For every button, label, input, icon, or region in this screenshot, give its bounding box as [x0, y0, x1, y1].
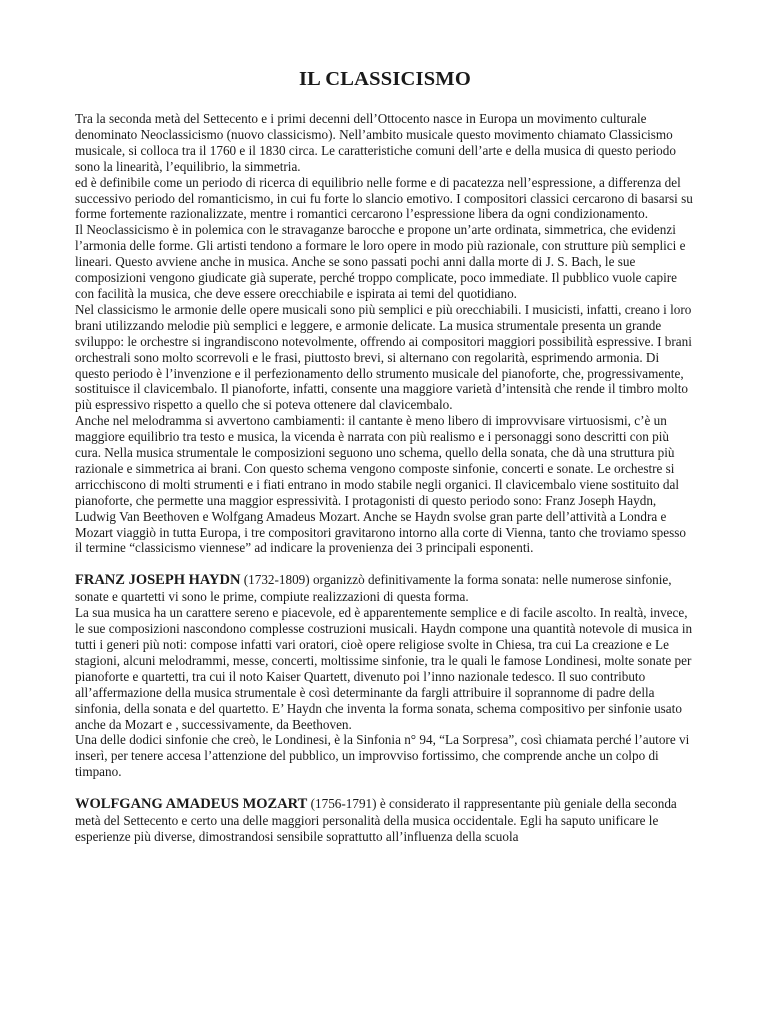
intro-paragraph-3: Il Neoclassicismo è in polemica con le stravaganze barocche e propone un’arte ordinata, simmetrica, che evidenzi l’armonia delle forme. Gli artisti tendono a formare le loro opere in modo più razionale, con strutture più semplici e lineari. Questo avviene anche in musica. Anche se sono passati pochi anni dalla morte di J. S. Bach, le sue composizioni vengono giudicate già superate, perché troppo complicate, poco immediate. Il pubblico vuole capire con facilità la musica, che deve essere orecchiabile e ispirata ai temi del quotidiano. — [75, 222, 686, 301]
haydn-paragraph-1: La sua musica ha un carattere sereno e piacevole, ed è apparentemente semplice e di facile ascolto. In realtà, invece, le sue composizioni nascondono complesse costruzioni musicali. Haydn compone una quantità notevole di musica in tutti i generi più noti: compose infatti vari oratori, cioè opere religiose svolte in Chiesa, tra cui La creazione e Le stagioni, alcuni melodrammi, messe, concerti, moltissime sinfonie, tra le quali le famose Londinesi, molte sonate per pianoforte e quartetti, tra cui il noto Kaiser Quartett, divenuto poi l’inno nazionale tedesco. Il suo contributo all’affermazione della musica strumentale è così determinante da fargli attribuire il soprannome di padre della sinfonia, della sonata e del quartetto. E’ Haydn che inventa la forma sonata, schema compositivo per sinfonie usato anche da Mozart e , successivamente, da Beethoven. — [75, 605, 693, 732]
mozart-lead-text: (1756-1791) è considerato il rappresentante più geniale della seconda metà del Settecento e certo una delle maggiori personalità della musica occidentale. Egli ha saputo unificare le esperienze più diverse, dimostrandosi sensibile soprattutto all’influenza della scuola — [75, 796, 677, 844]
haydn-section — [75, 572, 695, 780]
haydn-lead-text: (1732-1809) organizzò definitivamente la forma sonata: nelle numerose sinfonie, sonate e quartetti vi sono le prime, compiute realizzazioni di questa forma. — [75, 572, 672, 605]
mozart-name: WOLFGANG AMADEUS MOZART — [75, 796, 308, 813]
haydn-name: FRANZ JOSEPH HAYDN — [75, 572, 241, 589]
haydn-lead-paragraph — [75, 572, 695, 605]
intro-section — [75, 111, 695, 556]
mozart-section — [75, 796, 695, 845]
page-title: IL CLASSICISMO — [299, 68, 471, 90]
document-body — [75, 64, 695, 845]
intro-paragraph-5: Anche nel melodramma si avvertono cambiamenti: il cantante è meno libero di improvvisare virtuosismi, c’è un maggiore equilibrio tra testo e musica, la vicenda è narrata con più realismo e i personaggi sono descritti con più cura. Nella musica strumentale le composizioni seguono uno schema, quello della sonata, che dà una struttura più razionale e simmetrica ai brani. Con questo schema vengono composte sinfonie, concerti e sonate. Le orchestre si arricchiscono di molti strumenti e i fiati entrano in modo stabile negli organici. Il clavicembalo viene sostituito dal pianoforte, che permette una maggior espressività. I protagonisti di questo periodo sono: Franz Joseph Haydn, Ludwig Van Beethoven e Wolfgang Amadeus Mozart. Anche se Haydn svolse gran parte dell’attività a Londra e Mozart viaggiò in tutta Europa, i tre compositori gravitarono intorno alla corte di Vienna, tanto che troviamo spesso il termine “classicismo viennese” ad indicare la provenienza dei 3 principali esponenti. — [75, 413, 686, 556]
section-spacer — [75, 556, 695, 572]
intro-paragraph-1: Tra la seconda metà del Settecento e i primi decenni dell’Ottocento nasce in Europa un movimento culturale denominato Neoclassicismo (nuovo classicismo). Nell’ambito musicale questo movimento chiamato Classicismo musicale, si colloca tra il 1760 e il 1830 circa. Le caratteristiche comuni dell’arte e della musica di questo periodo sono la linearità, l’equilibrio, la simmetria. — [75, 111, 676, 174]
intro-paragraph-2: ed è definibile come un periodo di ricerca di equilibrio nelle forme e di pacatezza nell’espressione, a differenza del successivo periodo del romanticismo, in cui fu forte lo slancio emotivo. I compositori classici cercarono di basarsi su forme fortemente razionalizzate, mentre i romantici cercarono l’espressione libera da ogni condizionamento. — [75, 174, 693, 222]
intro-paragraph-4: Nel classicismo le armonie delle opere musicali sono più semplici e più orecchiabili. I musicisti, infatti, creano i loro brani utilizzando melodie più semplici e leggere, e armonie delicate. La musica strumentale presenta un grande sviluppo: le orchestre si ingrandiscono notevolmente, offrendo ai compositori maggiori possibilità espressive. I brani orchestrali sono molto scorrevoli e le frasi, piuttosto brevi, si alternano con regolarità, esprimendo armonia. Di questo periodo è l’invenzione e il perfezionamento dello strumento musicale del pianoforte, che, progressivamente, sostituisce il clavicembalo. Il pianoforte, infatti, consente una maggiore varietà d’intensità che rende il timbro molto più espressivo rispetto a quello che si poteva ottenere dal clavicembalo. — [75, 301, 692, 413]
haydn-paragraph-2: Una delle dodici sinfonie che creò, le Londinesi, è la Sinfonia n° 94, “La Sorpresa”, così chiamata perché l’autore vi inserì, per tenere accesa l’attenzione del pubblico, un improvviso fortissimo, che comprende anche un colpo di timpano. — [75, 732, 690, 780]
section-spacer — [75, 780, 695, 796]
mozart-lead-paragraph — [75, 796, 695, 845]
